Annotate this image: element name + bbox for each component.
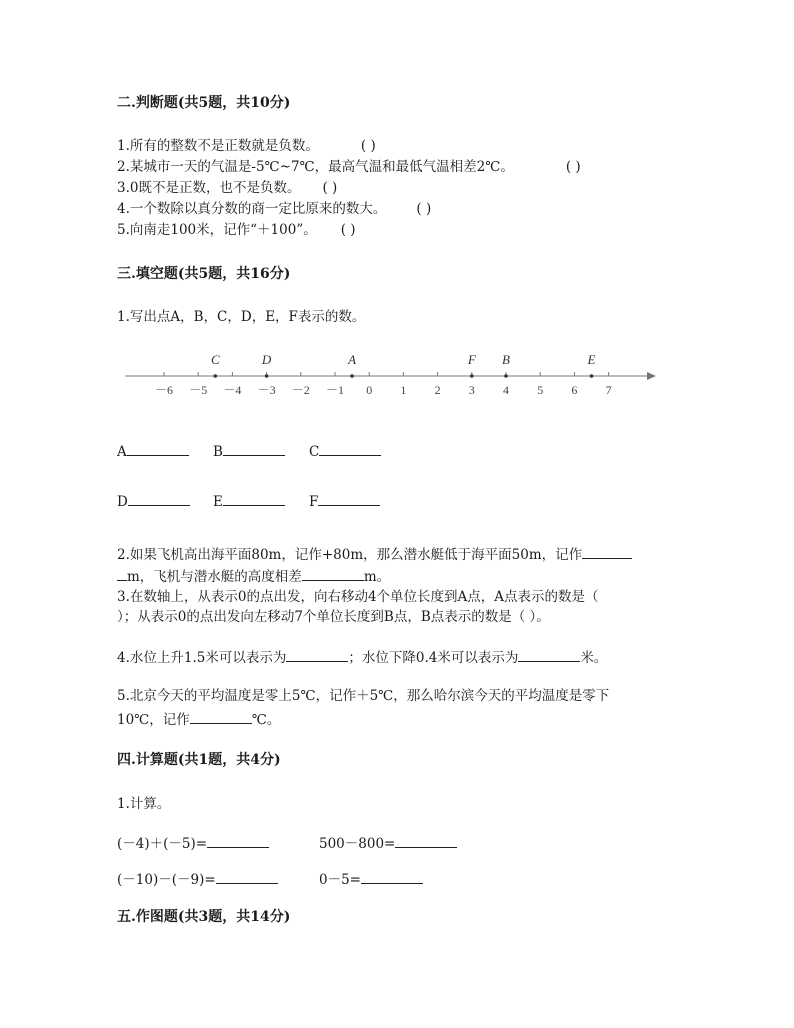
tick-label: －6 — [154, 383, 174, 397]
judge-question-1 — [117, 137, 376, 155]
section-5-title: 五.作图题(共3题，共14分) — [117, 909, 291, 925]
section-4-title: 四.计算题(共1题，共4分) — [117, 752, 281, 768]
tick-label: 7 — [605, 383, 612, 397]
answer-paren: ( ) — [322, 180, 338, 196]
judge-question-5 — [117, 221, 356, 239]
axis-arrow-icon — [647, 372, 656, 380]
fill-question-2-line-1: 2.如果飞机高出海平面80m，记作+80m，那么潜水艇低于海平面50m，记作 — [117, 544, 632, 564]
fill-question-1: 1.写出点A，B，C，D，E，F表示的数。 — [117, 309, 366, 325]
tick-label: －1 — [325, 383, 345, 397]
calc-expression-2: 500－800= — [319, 833, 457, 853]
answer-paren: ( ) — [416, 201, 432, 217]
point-b-label: B — [502, 352, 510, 367]
section-3-title: 三.填空题(共5题，共16分) — [117, 266, 291, 282]
tick-label: －4 — [223, 383, 242, 397]
judge-question-3 — [117, 179, 337, 197]
blank-C: C — [309, 441, 381, 461]
blank-E: E — [213, 491, 285, 511]
answer-blank[interactable] — [302, 566, 364, 581]
answer-blank[interactable] — [223, 491, 285, 506]
fill-question-3-line-2: ）；从表示0的点出发向左移动7个单位长度到B点，B点表示的数是（ ）。 — [117, 609, 550, 625]
tick-label: －2 — [291, 383, 310, 397]
tick-label: 1 — [400, 383, 407, 397]
point-a-label: A — [348, 352, 357, 367]
fill-question-2-line-2: m，飞机与潜水艇的高度相差 m。 — [117, 566, 390, 586]
answer-blank[interactable] — [518, 647, 580, 662]
answer-blank[interactable] — [286, 647, 348, 662]
question-text: 2.某城市一天的气温是-5℃~7℃，最高气温和最低气温相差2℃。 — [117, 159, 514, 175]
answer-paren: ( ) — [565, 159, 581, 175]
tick-label: 0 — [366, 383, 373, 397]
answer-paren: ( ) — [360, 138, 376, 154]
tick-label: 5 — [537, 383, 544, 397]
answer-paren: ( ) — [340, 222, 356, 238]
fill-question-4: 4.水位上升1.5米可以表示为 ；水位下降0.4米可以表示为 米。 — [117, 647, 607, 667]
answer-blank[interactable] — [318, 491, 380, 506]
blank-D: D — [117, 491, 190, 511]
calc-expression-3: (－10)－(－9)= — [117, 869, 278, 889]
point-a-dot — [350, 374, 354, 378]
point-c-label: C — [210, 352, 220, 367]
answer-blank[interactable] — [216, 869, 278, 884]
point-d-dot — [265, 374, 269, 378]
tick-label: 2 — [434, 383, 441, 397]
calc-expression-1: (－4)＋(－5)= — [117, 833, 269, 853]
number-line — [115, 345, 675, 405]
question-text: 1.所有的整数不是正数就是负数。 — [117, 138, 319, 154]
point-f-dot — [470, 374, 474, 378]
answer-blank[interactable] — [319, 441, 381, 456]
fill-question-5-line-2: 10℃，记作 ℃。 — [117, 709, 280, 729]
point-c-dot — [214, 374, 218, 378]
calc-question-1: 1.计算。 — [117, 796, 171, 812]
tick-label: 3 — [468, 383, 475, 397]
question-text: 3.0既不是正数，也不是负数。 — [117, 180, 301, 196]
answer-blank[interactable] — [207, 833, 269, 848]
tick-label: 4 — [503, 383, 509, 397]
question-text: 4.一个数除以真分数的商一定比原来的数大。 — [117, 201, 387, 217]
blank-F: F — [309, 491, 380, 511]
tick-label: －3 — [257, 383, 276, 397]
question-text: 5.向南走100米，记作“＋100”。 — [117, 222, 317, 238]
answer-blank[interactable] — [582, 544, 632, 559]
judge-question-4 — [117, 200, 431, 218]
point-b-dot — [504, 374, 508, 378]
answer-blank[interactable] — [128, 491, 190, 506]
point-e-label: E — [587, 352, 596, 367]
point-e-dot — [590, 374, 594, 378]
calc-expression-4: 0－5= — [319, 869, 423, 889]
answer-blank[interactable] — [361, 869, 423, 884]
answer-blank[interactable] — [223, 441, 285, 456]
point-d-label: D — [261, 352, 272, 367]
blank-A: A — [117, 441, 189, 461]
judge-question-2 — [117, 158, 581, 176]
tick-label: 6 — [571, 383, 578, 397]
point-f-label: F — [467, 352, 476, 367]
blank-B: B — [213, 441, 285, 461]
answer-blank[interactable] — [117, 566, 127, 581]
answer-blank[interactable] — [190, 709, 252, 724]
tick-label: －5 — [189, 383, 208, 397]
fill-question-3-line-1: 3.在数轴上，从表示0的点出发，向右移动4个单位长度到A点，A点表示的数是（ — [117, 589, 599, 605]
answer-blank[interactable] — [395, 833, 457, 848]
fill-question-5-line-1: 5.北京今天的平均温度是零上5℃，记作＋5℃，那么哈尔滨今天的平均温度是零下 — [117, 688, 610, 704]
answer-blank[interactable] — [127, 441, 189, 456]
section-2-title: 二.判断题(共5题，共10分) — [117, 95, 291, 111]
